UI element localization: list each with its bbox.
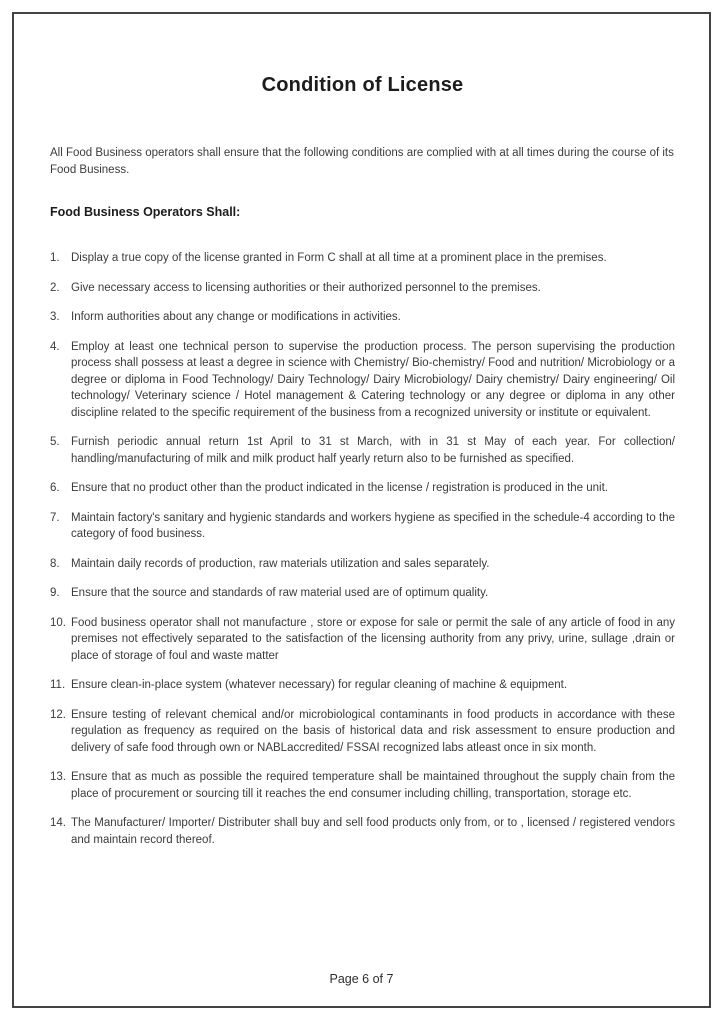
item-number: 6. — [50, 482, 60, 494]
list-item — [50, 677, 675, 694]
condition-list — [50, 250, 675, 848]
list-item — [50, 434, 675, 467]
list-item — [50, 769, 675, 802]
document-content — [50, 14, 675, 861]
item-text: Display a true copy of the license granted in Form C shall at all time at a prominent place in the premises. — [71, 252, 607, 264]
list-item — [50, 615, 675, 665]
item-text: Maintain daily records of production, raw materials utilization and sales separately. — [71, 557, 490, 570]
item-text: Food business operator shall not manufacture , store or expose for sale or permit the sale of any article of food in any premises not effectively separated to the satisfaction of the licensing authority from any privy, urine, sullage ,drain or place of storage of foul and waste matter — [71, 616, 675, 662]
intro-paragraph: All Food Business operators shall ensure that the following conditions are complied with at all times during the course of its Food Business. — [50, 147, 674, 176]
page-border — [12, 12, 711, 1008]
list-item — [50, 510, 675, 543]
list-item — [50, 480, 675, 497]
item-text: Ensure clean-in-place system (whatever necessary) for regular cleaning of machine & equipment. — [71, 679, 568, 691]
list-item — [50, 707, 675, 757]
item-text: Ensure that as much as possible the required temperature shall be maintained throughout the supply chain from the place of procurement or sourcing till it reaches the end consumer including chilling, transportation, storage etc. — [71, 771, 675, 800]
item-number: 11. — [50, 679, 66, 691]
list-item — [50, 556, 675, 573]
item-text: Ensure testing of relevant chemical and/or microbiological contaminants in food products in accordance with these regulation as frequency as required on the basis of historical data and risk assessment to ensure production and delivery of safe food through own or NABLaccredited/ FSSAI recognized labs atleast once in six month. — [71, 708, 675, 754]
item-text: Ensure that no product other than the product indicated in the license / registration is produced in the unit. — [71, 482, 609, 494]
list-item — [50, 309, 675, 326]
item-number: 9. — [50, 587, 60, 599]
list-item — [50, 585, 675, 602]
item-number: 8. — [50, 557, 60, 570]
page-title: Condition of License — [261, 74, 464, 96]
item-number: 13. — [50, 771, 66, 783]
item-text: Maintain factory's sanitary and hygienic standards and workers hygiene as specified in the schedule-4 according to the category of food business. — [71, 511, 675, 540]
item-text: Furnish periodic annual return 1st April to 31 st March, with in 31 st May of each year. For collection/ handling/manufacturing of milk and milk product half yearly return also to be furnished as specified. — [71, 436, 675, 465]
list-item — [50, 250, 675, 267]
item-number: 5. — [50, 436, 60, 448]
page-footer: Page 6 of 7 — [329, 972, 394, 986]
item-number: 7. — [50, 511, 60, 524]
item-text: The Manufacturer/ Importer/ Distributer shall buy and sell food products only from, or to , licensed / registered vendors and maintain record thereof. — [71, 817, 675, 846]
item-number: 2. — [50, 281, 60, 294]
item-number: 14. — [50, 817, 66, 829]
item-number: 4. — [50, 340, 60, 353]
item-text: Give necessary access to licensing authorities or their authorized personnel to the premises. — [71, 281, 541, 294]
item-number: 10. — [50, 616, 66, 629]
item-number: 12. — [50, 708, 66, 721]
list-item — [50, 815, 675, 848]
list-item — [50, 280, 675, 297]
item-number: 3. — [50, 311, 60, 323]
item-text: Ensure that the source and standards of raw material used are of optimum quality. — [71, 587, 489, 599]
item-text: Employ at least one technical person to supervise the production process. The person supervising the production process shall possess at least a degree in science with Chemistry/ Bio-chemistry/ Food and nutrition/ Microbiology or a degree or diploma in Food Technology/ Dairy Technology/ Dairy Microbiology/ Dairy chemistry/ Dairy engineering/ Oil technology/ Veterinary science / Hotel management & Catering technology or any degree or diploma in any other discipline related to the specific requirement of the business from a recognized university or institute or equivalent. — [71, 340, 675, 419]
list-item — [50, 339, 675, 422]
item-number: 1. — [50, 252, 60, 264]
item-text: Inform authorities about any change or modifications in activities. — [71, 311, 401, 323]
section-heading: Food Business Operators Shall: — [50, 205, 241, 219]
